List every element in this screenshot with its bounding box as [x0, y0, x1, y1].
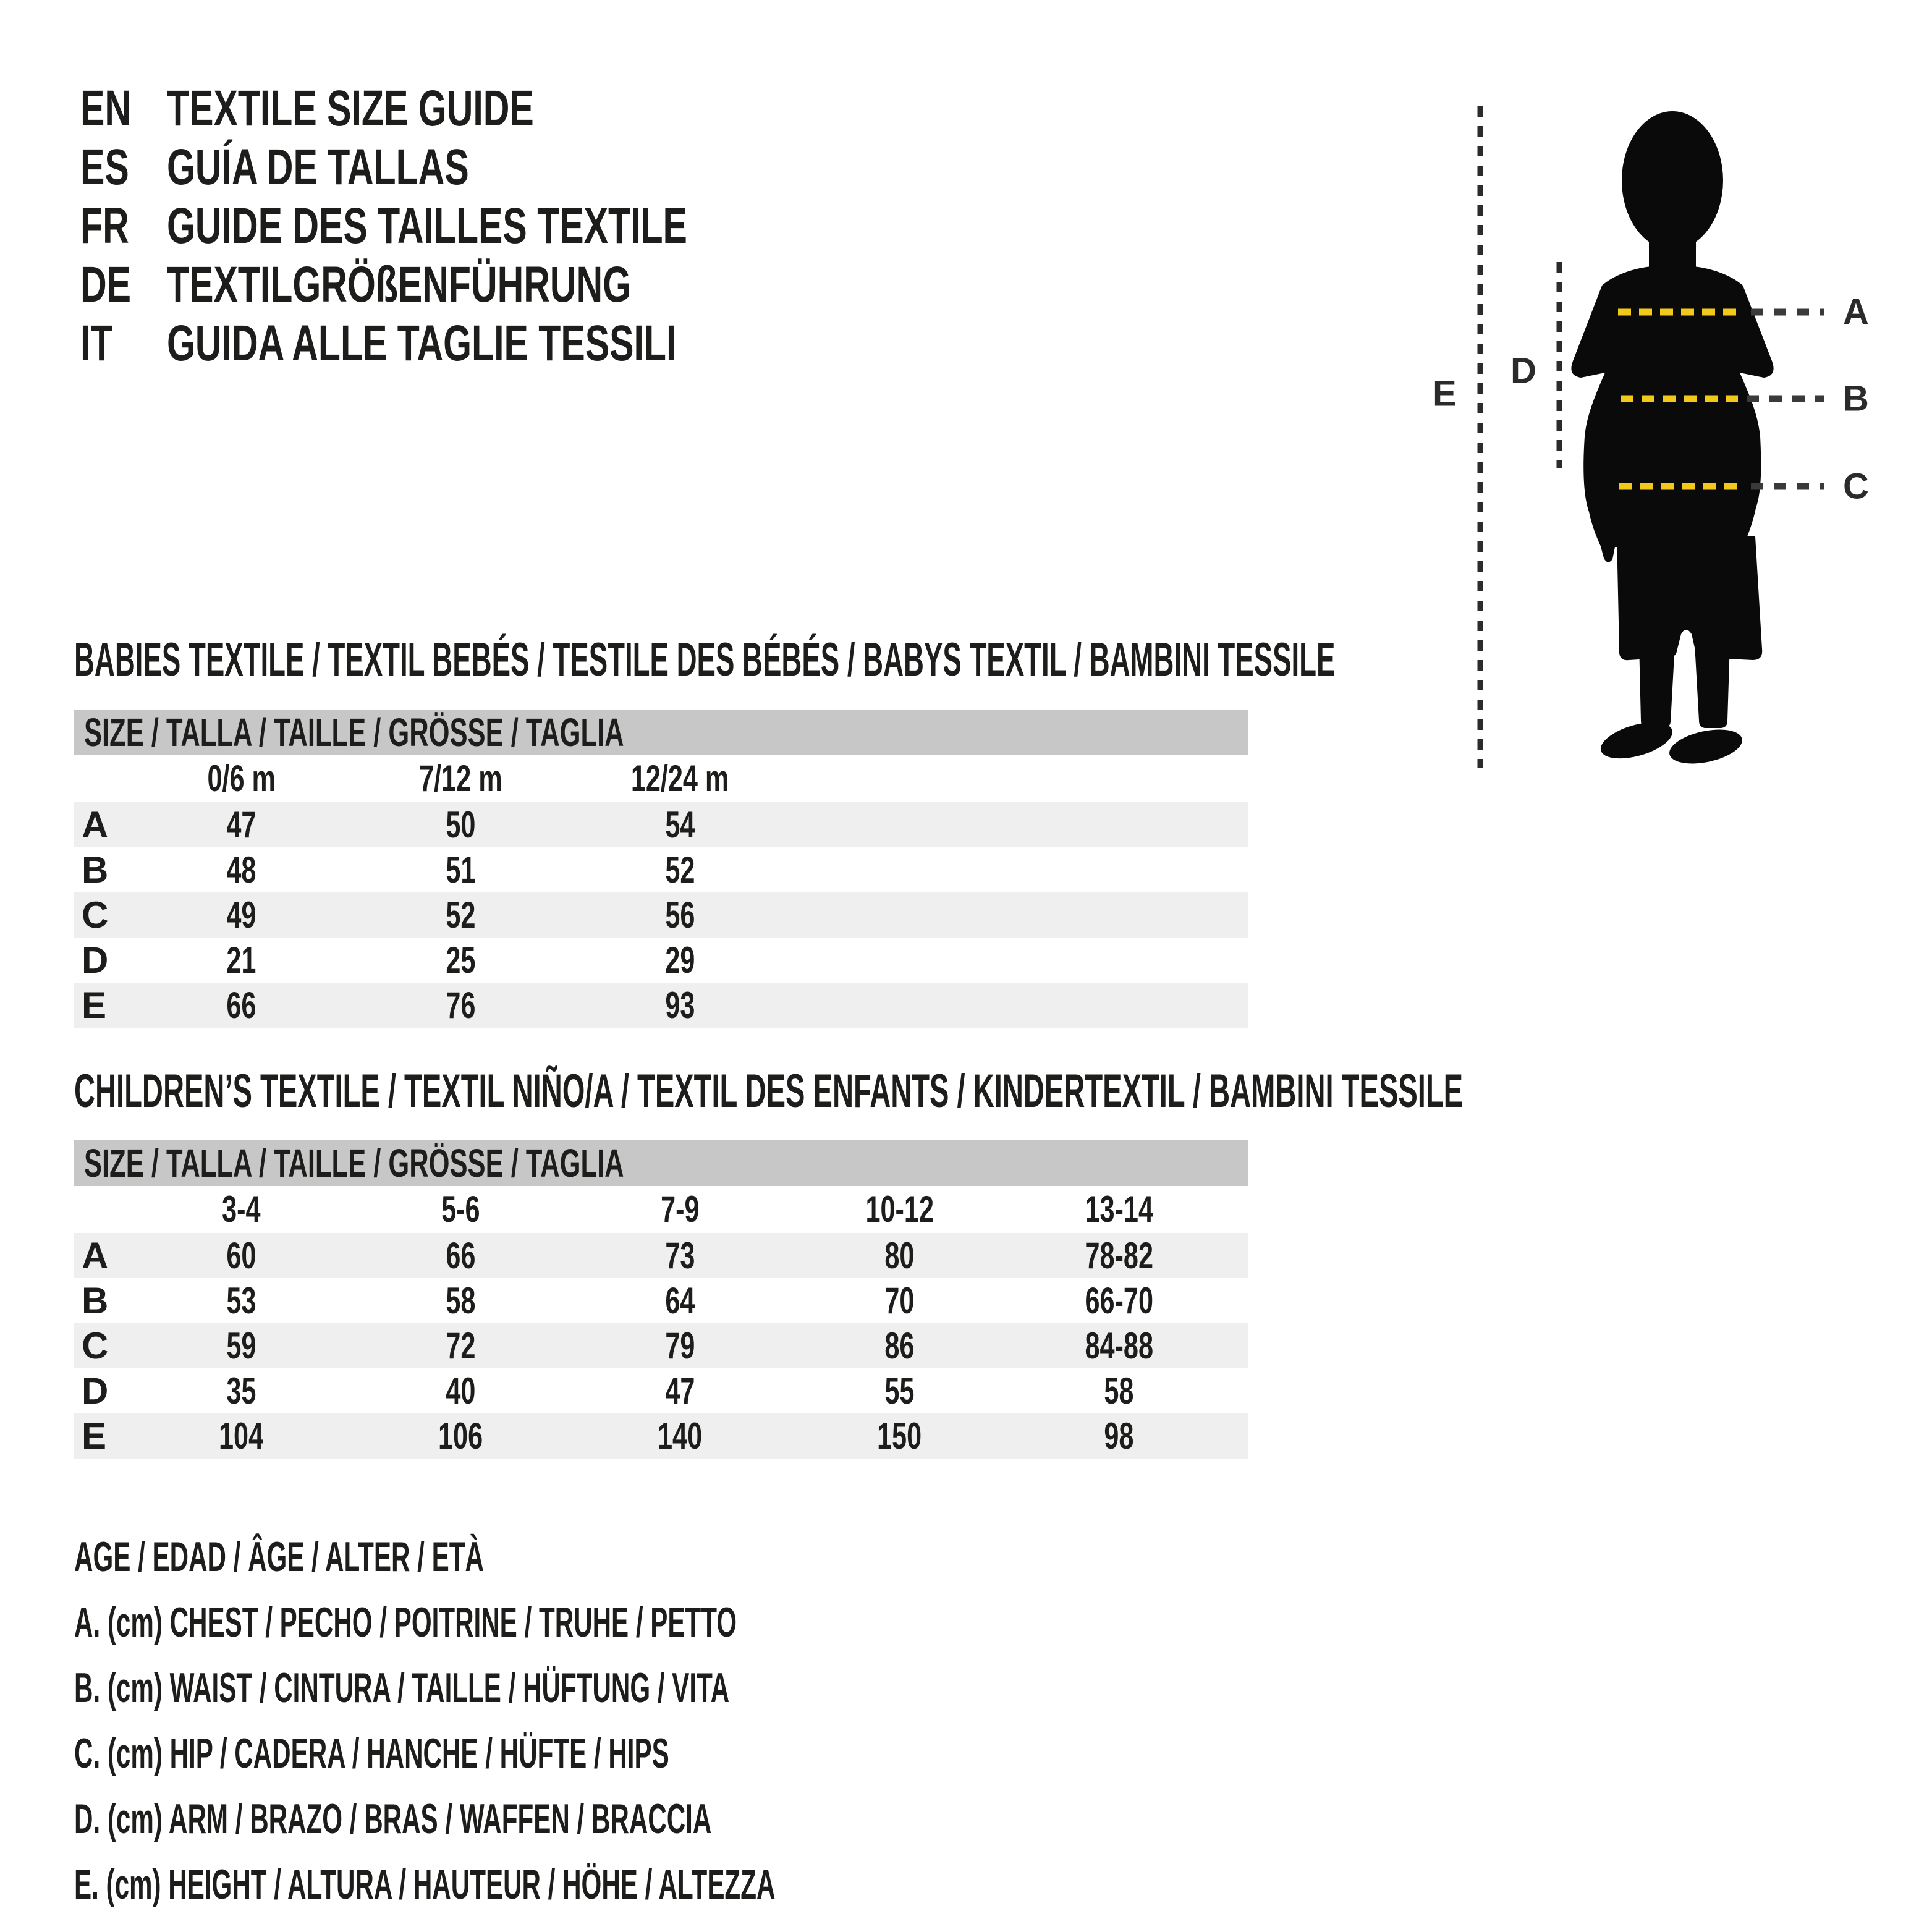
column-label: 7/12 m	[419, 758, 502, 799]
babies-column-header	[74, 755, 1248, 802]
row-label: D	[82, 1370, 109, 1412]
cell: 52	[665, 849, 695, 891]
language-title: GUIDE DES TAILLES TEXTILE	[167, 198, 687, 254]
legend-arm-line: D. (cm) ARM / BRAZO / BRAS / WAFFEN / BRACCIA	[74, 1795, 712, 1842]
language-code: DE	[80, 256, 132, 313]
cell: 52	[446, 894, 476, 936]
cell: 55	[884, 1370, 915, 1412]
row-label: C	[82, 894, 109, 936]
table-row	[74, 847, 1248, 892]
column-label: 12/24 m	[631, 758, 729, 799]
row-label: A	[82, 804, 109, 845]
cell: 53	[226, 1280, 256, 1321]
cell: 49	[226, 894, 256, 936]
cell: 47	[226, 804, 256, 845]
babies-section-title: BABIES TEXTILE / TEXTIL BEBÉS / TESTILE DES BÉBÉS / BABYS TEXTIL / BAMBINI TESSILE	[74, 633, 1336, 686]
legend-hip-line: C. (cm) HIP / CADERA / HANCHE / HÜFTE / HIPS	[74, 1730, 669, 1777]
figure-label-d: D	[1510, 350, 1536, 391]
cell: 106	[438, 1415, 483, 1457]
children-column-header	[74, 1186, 1248, 1233]
cell: 58	[1104, 1370, 1134, 1412]
cell: 50	[446, 804, 476, 845]
cell: 80	[884, 1235, 915, 1276]
cell: 56	[665, 894, 695, 936]
cell: 150	[877, 1415, 922, 1457]
row-label: A	[82, 1235, 109, 1276]
table-row	[74, 1233, 1248, 1278]
cell: 21	[226, 939, 256, 981]
measurement-legend	[74, 1524, 1205, 1917]
row-label: E	[82, 1415, 107, 1457]
cell: 29	[665, 939, 695, 981]
cell: 140	[658, 1415, 703, 1457]
cell: 60	[226, 1235, 256, 1276]
language-title: GUIDA ALLE TAGLIE TESSILI	[167, 315, 677, 371]
figure-label-c: C	[1843, 466, 1869, 507]
cell: 59	[226, 1325, 256, 1366]
cell: 66	[446, 1235, 476, 1276]
cell: 86	[884, 1325, 915, 1366]
row-label: D	[82, 939, 109, 981]
figure-label-a: A	[1843, 292, 1869, 333]
cell: 35	[226, 1370, 256, 1412]
children-table	[74, 1233, 1248, 1459]
language-title: GUÍA DE TALLAS	[167, 139, 469, 195]
table-row	[74, 938, 1248, 983]
cell: 58	[446, 1280, 476, 1321]
column-label: 5-6	[441, 1188, 480, 1230]
cell: 84-88	[1085, 1325, 1153, 1366]
legend-age-line: AGE / EDAD / ÂGE / ALTER / ETÀ	[74, 1533, 484, 1580]
row-label: C	[82, 1325, 109, 1366]
babies-table	[74, 802, 1248, 1028]
cell: 70	[884, 1280, 915, 1321]
cell: 66-70	[1085, 1280, 1153, 1321]
cell: 51	[446, 849, 476, 891]
language-code: EN	[80, 80, 132, 137]
cell: 73	[665, 1235, 695, 1276]
language-title: TEXTILGRÖßENFÜHRUNG	[167, 256, 632, 313]
column-label: 0/6 m	[207, 758, 276, 799]
row-label: B	[82, 849, 109, 891]
cell: 79	[665, 1325, 695, 1366]
table-row	[74, 1278, 1248, 1323]
legend-chest-line: A. (cm) CHEST / PECHO / POITRINE / TRUHE / PETTO	[74, 1599, 737, 1646]
legend-waist-line: B. (cm) WAIST / CINTURA / TAILLE / HÜFTUNG / VITA	[74, 1664, 730, 1711]
language-code: IT	[80, 315, 113, 371]
cell: 78-82	[1085, 1235, 1153, 1276]
column-label: 13-14	[1085, 1188, 1153, 1230]
table-row	[74, 802, 1248, 847]
cell: 48	[226, 849, 256, 891]
column-label: 3-4	[222, 1188, 261, 1230]
table-row	[74, 1368, 1248, 1413]
language-title: TEXTILE SIZE GUIDE	[167, 80, 534, 137]
cell: 47	[665, 1370, 695, 1412]
children-size-header-bar: SIZE / TALLA / TAILLE / GRÖSSE / TAGLIA	[74, 1140, 1248, 1186]
cell: 72	[446, 1325, 476, 1366]
cell: 25	[446, 939, 476, 981]
cell: 98	[1104, 1415, 1134, 1457]
row-label: B	[82, 1280, 109, 1321]
legend-height-line: E. (cm) HEIGHT / ALTURA / HAUTEUR / HÖHE / ALTEZZA	[74, 1861, 776, 1908]
cell: 54	[665, 804, 695, 845]
cell: 104	[219, 1415, 264, 1457]
column-label: 10-12	[865, 1188, 934, 1230]
figure-label-e: E	[1433, 373, 1457, 414]
figure-label-b: B	[1843, 378, 1869, 419]
children-section-title: CHILDREN’S TEXTILE / TEXTIL NIÑO/A / TEXTIL DES ENFANTS / KINDERTEXTIL / BAMBINI TESSILE	[74, 1065, 1464, 1117]
table-row	[74, 1323, 1248, 1368]
row-label: E	[82, 985, 107, 1026]
language-code: FR	[80, 198, 129, 254]
cell: 40	[446, 1370, 476, 1412]
cell: 66	[226, 985, 256, 1026]
table-row	[74, 983, 1248, 1028]
cell: 93	[665, 985, 695, 1026]
table-row	[74, 892, 1248, 938]
table-row	[74, 1413, 1248, 1459]
language-code: ES	[80, 139, 129, 195]
cell: 64	[665, 1280, 695, 1321]
cell: 76	[446, 985, 476, 1026]
babies-size-header-bar: SIZE / TALLA / TAILLE / GRÖSSE / TAGLIA	[74, 710, 1248, 755]
column-label: 7-9	[661, 1188, 700, 1230]
